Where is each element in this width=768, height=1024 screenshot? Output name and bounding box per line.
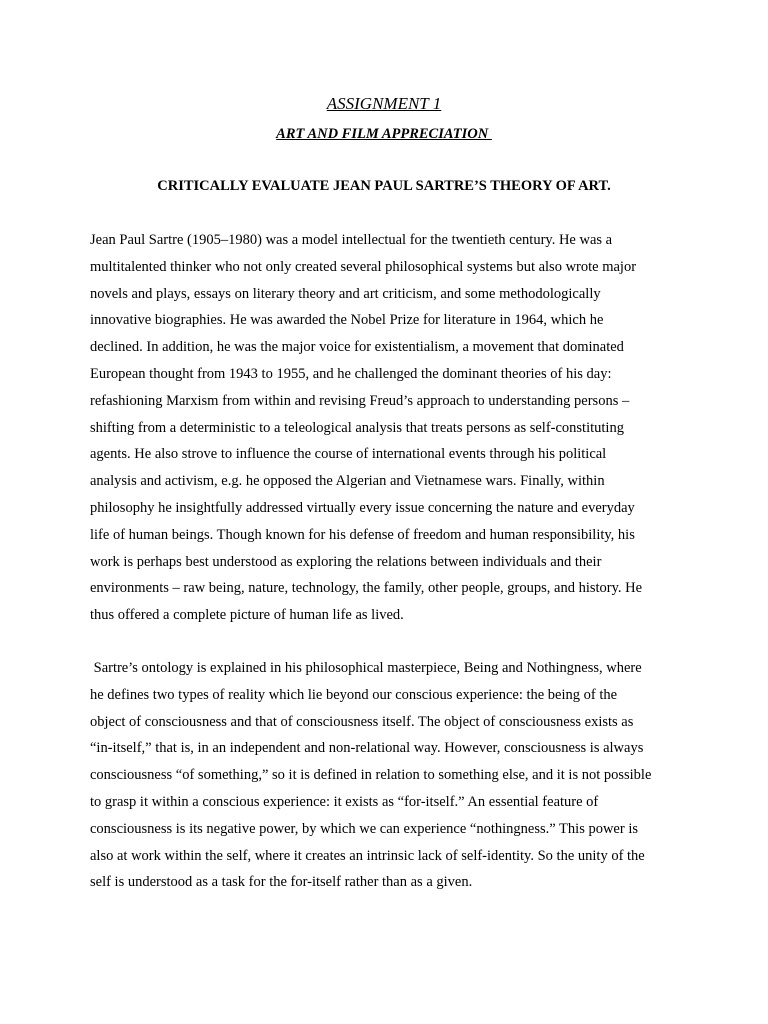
text-line: work is perhaps best understood as exploring the relations between individuals and their (90, 553, 602, 570)
text-line: declined. In addition, he was the major voice for existentialism, a movement that dominated (90, 339, 624, 356)
text-line: European thought from 1943 to 1955, and he challenged the dominant theories of his day: (90, 365, 612, 382)
text-line: he defines two types of reality which lie beyond our conscious experience: the being of the (90, 686, 618, 703)
text-line: philosophy he insightfully addressed virtually every issue concerning the nature and everyday (90, 499, 635, 516)
text-line: to grasp it within a conscious experience: it exists as “for-itself.” An essential feature of (90, 793, 599, 810)
text-line: “in-itself,” that is, in an independent and non-relational way. However, consciousness is always (90, 740, 644, 757)
text-line: shifting from a deterministic to a teleological analysis that treats persons as self-constituting (90, 419, 624, 436)
text-line: environments – raw being, nature, technology, the family, other people, groups, and history. He (90, 580, 643, 597)
text-line: object of consciousness and that of consciousness itself. The object of consciousness exists as (90, 713, 634, 730)
course-subtitle: ART AND FILM APPRECIATION (276, 126, 492, 142)
text-line: innovative biographies. He was awarded the Nobel Prize for literature in 1964, which he (90, 312, 604, 329)
text-line: agents. He also strove to influence the course of international events through his political (90, 446, 607, 463)
text-line: analysis and activism, e.g. he opposed the Algerian and Vietnamese wars. Finally, within (90, 473, 605, 490)
assignment-question: CRITICALLY EVALUATE JEAN PAUL SARTRE’S THEORY OF ART. (157, 178, 611, 194)
text-line: Sartre’s ontology is explained in his philosophical masterpiece, Being and Nothingness, where (90, 660, 642, 676)
text-line: consciousness “of something,” so it is defined in relation to something else, and it is not possible (90, 767, 652, 784)
text-line: consciousness is its negative power, by which we can experience “nothingness.” This power is (90, 820, 638, 837)
assignment-title: ASSIGNMENT 1 (326, 94, 442, 113)
text-line: self is understood as a task for the for-itself rather than as a given. (90, 874, 473, 891)
text-line: refashioning Marxism from within and revising Freud’s approach to understanding persons – (90, 392, 630, 409)
text-line: Jean Paul Sartre (1905–1980) was a model intellectual for the twentieth century. He was a (90, 232, 613, 248)
text-line: thus offered a complete picture of human life as lived. (90, 607, 404, 624)
text-line: life of human beings. Though known for his defense of freedom and human responsibility, his (90, 526, 635, 543)
text-line: novels and plays, essays on literary theory and art criticism, and some methodologically (90, 285, 601, 302)
paragraph-2 (90, 655, 690, 896)
text-line: multitalented thinker who not only created several philosophical systems but also wrote major (90, 258, 637, 275)
paragraph-1 (90, 227, 690, 629)
text-line: also at work within the self, where it creates an intrinsic lack of self-identity. So the unity of the (90, 847, 645, 864)
